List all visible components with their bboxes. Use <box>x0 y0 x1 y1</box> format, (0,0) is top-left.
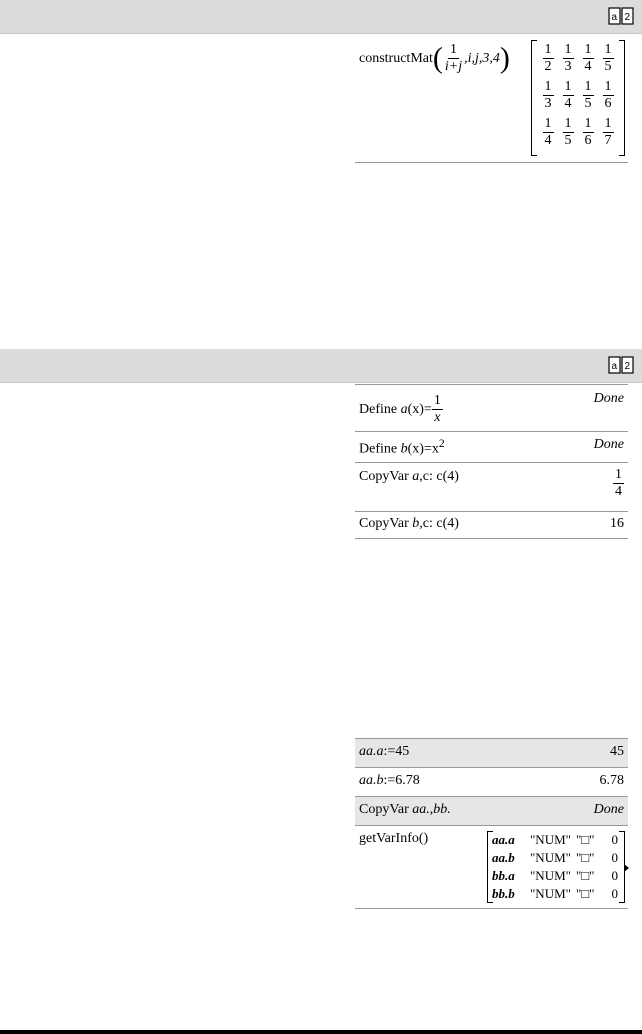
varinfo-cell: "NUM" <box>530 868 571 883</box>
calc-row: CopyVar aa.,bb. Done <box>355 797 628 826</box>
calc-row: aa.a:=45 45 <box>355 739 628 768</box>
calc-row: Define $b(x)=x^2$ Done <box>355 432 628 463</box>
book-icon <box>608 355 634 375</box>
varinfo-cell: 0 <box>611 850 618 865</box>
matrix-cell: $\frac{1}{2}$ <box>544 42 552 75</box>
svg-text:a: a <box>611 361 618 372</box>
header-band-2 <box>0 349 642 383</box>
calc-panel-2 <box>355 384 628 539</box>
matrix-cell: $\frac{1}{4}$ <box>564 79 572 112</box>
matrix-cell: $\frac{1}{7}$ <box>604 116 612 149</box>
header-band-1 <box>0 0 642 34</box>
result-matrix <box>531 40 625 156</box>
varinfo-cell: "NUM" <box>530 886 571 901</box>
matrix-cell: $\frac{1}{5}$ <box>564 116 572 149</box>
matrix-cell: $\frac{1}{3}$ <box>564 42 572 75</box>
matrix-cell: $\frac{1}{5}$ <box>584 79 592 112</box>
matrix-cell: $\frac{1}{4}$ <box>544 116 552 149</box>
svg-text:2: 2 <box>624 12 631 23</box>
varinfo-cell: aa.a <box>492 832 515 847</box>
svg-text:a: a <box>611 12 618 23</box>
varinfo-cell: aa.b <box>492 850 515 865</box>
varinfo-cell: 0 <box>611 868 618 883</box>
calc-row <box>355 34 628 163</box>
varinfo-cell: bb.b <box>492 886 515 901</box>
calc-row: Define a(x)= $\frac{1}{x}$ Done <box>355 385 628 432</box>
matrix-cell: $\frac{1}{4}$ <box>584 42 592 75</box>
varinfo-cell: "□" <box>576 850 595 865</box>
matrix-cell: $\frac{1}{3}$ <box>544 79 552 112</box>
calc-panel-3 <box>355 738 628 909</box>
calc-panel-1 <box>355 34 628 163</box>
calc-row: aa.b:=6.78 6.78 <box>355 768 628 797</box>
calc-row: getVarInfo() aa.a "NUM" "□" 0 aa.b "NUM" "□" 0 bb.a "NUM" "□" 0 bb.b "NUM" "□" 0 <box>355 826 628 909</box>
varinfo-matrix <box>487 831 625 903</box>
varinfo-cell: "NUM" <box>530 832 571 847</box>
varinfo-cell: 0 <box>611 886 618 901</box>
calc-row: CopyVar a,c: c(4) $\frac{1}{4}$ <box>355 463 628 512</box>
varinfo-cell: "□" <box>576 886 595 901</box>
varinfo-cell: "NUM" <box>530 850 571 865</box>
matrix-cell: $\frac{1}{6}$ <box>604 79 612 112</box>
matrix-cell: $\frac{1}{5}$ <box>604 42 612 75</box>
varinfo-cell: "□" <box>576 868 595 883</box>
calc-row: CopyVar b,c: c(4) 16 <box>355 512 628 539</box>
scroll-arrow-icon[interactable] <box>624 864 629 872</box>
varinfo-cell: "□" <box>576 832 595 847</box>
svg-text:2: 2 <box>624 361 631 372</box>
matrix-cell: $\frac{1}{6}$ <box>584 116 592 149</box>
varinfo-cell: 0 <box>611 832 618 847</box>
constructmat-expression: constructMat( $\frac{1}{i+j}$ ,i,j,3,4) <box>359 41 510 75</box>
bottom-rule <box>0 1030 642 1034</box>
varinfo-cell: bb.a <box>492 868 515 883</box>
book-icon <box>608 6 634 26</box>
